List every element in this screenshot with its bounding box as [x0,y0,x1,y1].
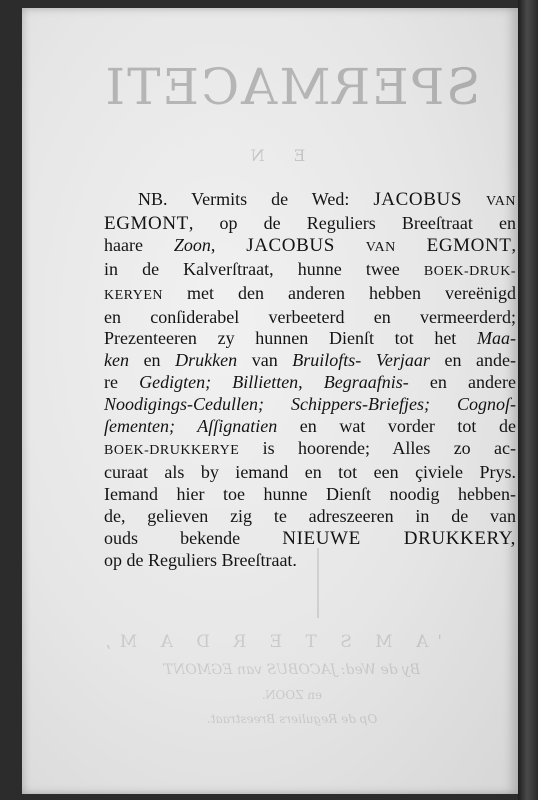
bleed-through-title: SPERMACETI [103,58,481,116]
notice-line: op de Reguliers Breeſtraat. [104,549,297,570]
book-spine [518,0,538,800]
notice-line: ſementen; Aſſignatien en wat vorder tot de [104,416,516,437]
bleed-through-printer: By de Wed: JACOBUS van EGMONT [163,662,421,678]
notice-line: re Gedigten; Billietten, Begraafnis- en andere [104,372,516,393]
notice-line: NB. Vermits de Wed: JACOBUS VAN [138,189,516,210]
notice-line: curaat als by iemand en tot een çiviele Prys. [104,461,516,482]
notice-line: Iemand hier toe hunne Dienſt noodig hebben- [104,483,516,504]
bleed-through-en: E N [238,146,306,165]
notice-line: de, gelieven zig te adreszeeren in de van [104,505,516,526]
bleed-through-street: Op de Reguliers Breestraat. [206,712,378,726]
notice-line: Noodigings-Cedullen; Schippers-Briefjes; Cognoſ- [104,394,516,415]
bleed-through-place: 'A M S T E R D A M, [96,632,442,652]
notice-line: KERYEN met den anderen hebben vereënigd [104,282,516,303]
printer-notice [104,189,516,571]
notice-line: in de Kalverſtraat, hunne twee BOEK-DRUK- [104,258,516,279]
book-page [22,8,518,794]
notice-line: Prezenteeren zy hunnen Dienſt tot het Maa- [104,328,516,349]
notice-line: ouds bekende NIEUWE DRUKKERY, [104,527,516,549]
notice-line: EGMONT, op de Reguliers Breeſtraat en [104,212,516,234]
notice-line: ken en Drukken van Bruilofts- Verjaar en ande- [104,350,516,371]
notice-line: en conſiderabel verbeeterd en vermeerderd; [104,306,516,327]
notice-line: haare Zoon, JACOBUS VAN EGMONT, [104,234,516,256]
bleed-through-zoon: en ZOON. [261,688,323,702]
notice-line: BOEK-DRUKKERYE is hoorende; Alles zo ac- [104,437,516,458]
